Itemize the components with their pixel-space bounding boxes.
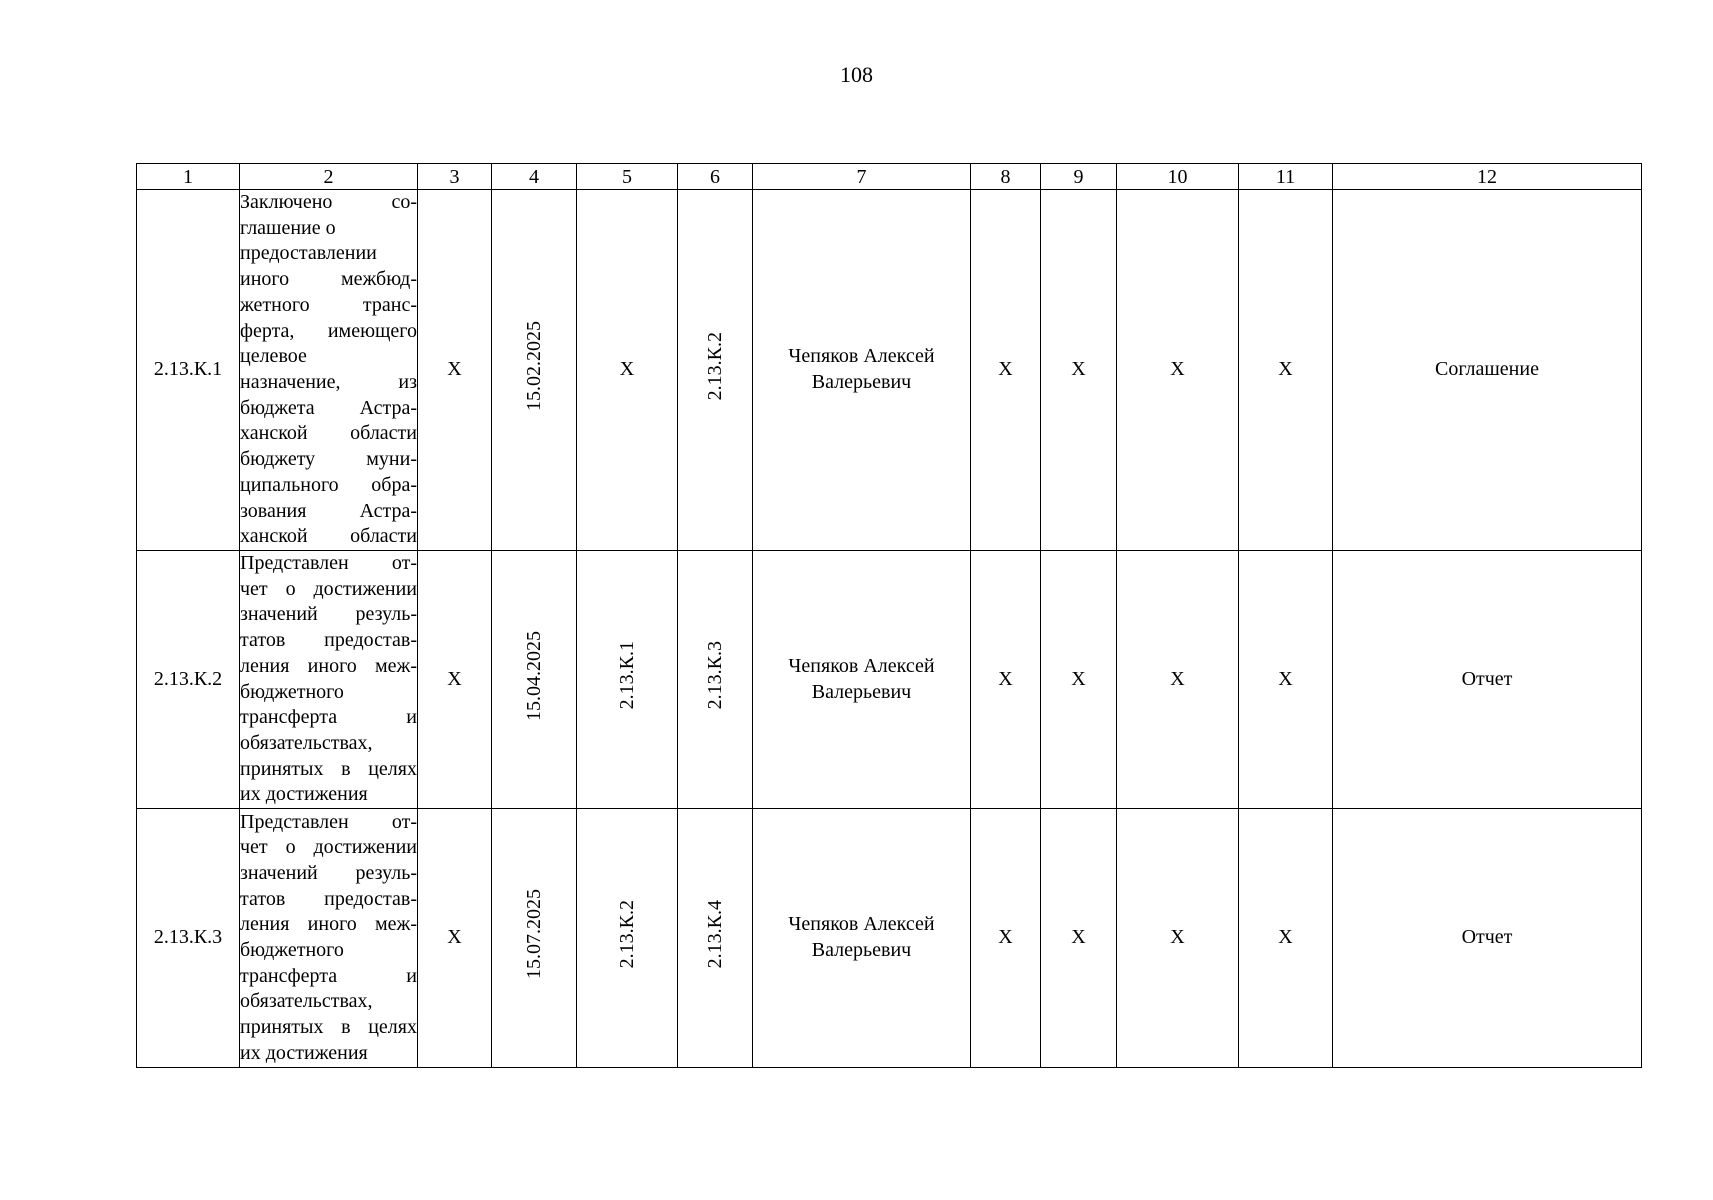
description-line: бюджета Астра-: [240, 396, 417, 419]
header-cell: 1: [137, 164, 240, 190]
description-line: ханской области: [240, 525, 417, 548]
page-number: 108: [840, 62, 873, 87]
description-line: татов предостав-: [240, 629, 417, 652]
row-col11: X: [1239, 809, 1333, 1068]
row-col3: X: [418, 190, 492, 551]
table-header-row: [137, 164, 1642, 190]
header-cell: 5: [577, 164, 678, 190]
row-description: [240, 551, 418, 809]
row-predecessor: 2.13.К.2: [616, 900, 638, 969]
row-predecessor: X: [577, 190, 678, 551]
row-successor-cell: [678, 190, 753, 551]
description-line: ферта, имеющего: [240, 319, 417, 342]
description-line: ления иного меж-: [240, 913, 417, 936]
description-line: чет о достижении: [240, 577, 417, 600]
header-cell: 6: [678, 164, 753, 190]
header-cell: 3: [418, 164, 492, 190]
row-responsible: Чепяков Алексей Валерьевич: [753, 551, 971, 809]
row-successor: 2.13.К.3: [704, 641, 726, 710]
description-line: принятых в целях: [240, 1016, 417, 1039]
row-date-cell: [492, 190, 577, 551]
row-col8: X: [971, 809, 1041, 1068]
description-line: Представлен от-: [240, 810, 417, 833]
row-date: 15.07.2025: [523, 889, 545, 980]
description-line: значений резуль-: [240, 603, 417, 626]
description-line: предоставлении: [240, 242, 377, 265]
row-col8: X: [971, 551, 1041, 809]
row-result: Отчет: [1333, 551, 1642, 809]
description-line: чет о достижении: [240, 836, 417, 859]
row-col9: X: [1041, 551, 1117, 809]
row-responsible: Чепяков Алексей Валерьевич: [753, 809, 971, 1068]
table-row: [137, 551, 1642, 809]
header-cell: 10: [1117, 164, 1239, 190]
row-date: 15.04.2025: [523, 630, 545, 721]
description-line: иного межбюд-: [240, 268, 417, 291]
row-result: Соглашение: [1333, 190, 1642, 551]
description-line: бюджету муни-: [240, 448, 417, 471]
description-line: ления иного меж-: [240, 654, 417, 677]
description-line: ципального обра-: [240, 473, 417, 496]
row-col3: X: [418, 809, 492, 1068]
description-line: Представлен от-: [240, 552, 417, 574]
description-line: принятых в целях: [240, 757, 417, 780]
row-predecessor: 2.13.К.1: [616, 641, 638, 710]
description-line: обязательствах,: [240, 990, 373, 1013]
description-line: обязательствах,: [240, 731, 373, 754]
row-col10: X: [1117, 190, 1239, 551]
row-responsible: Чепяков Алексей Валерьевич: [753, 190, 971, 551]
row-successor: 2.13.К.4: [704, 900, 726, 969]
description-line: их достижения: [240, 1041, 368, 1064]
row-col11: X: [1239, 551, 1333, 809]
row-col10: X: [1117, 809, 1239, 1068]
table-row: [137, 809, 1642, 1068]
row-result: Отчет: [1333, 809, 1642, 1068]
header-cell: 8: [971, 164, 1041, 190]
row-code: 2.13.К.1: [137, 190, 240, 551]
row-col8: X: [971, 190, 1041, 551]
description-line: их достижения: [240, 783, 368, 806]
row-col10: X: [1117, 551, 1239, 809]
description-line: Заключено со-: [240, 191, 417, 214]
row-date-cell: [492, 551, 577, 809]
row-successor-cell: [678, 809, 753, 1068]
description-line: назначение, из: [240, 371, 417, 393]
header-cell: 7: [753, 164, 971, 190]
row-description: [240, 809, 418, 1068]
description-line: ханской области: [240, 422, 417, 445]
row-successor: 2.13.К.2: [704, 331, 726, 401]
row-code: 2.13.К.3: [137, 809, 240, 1068]
header-cell: 9: [1041, 164, 1117, 190]
header-cell: 11: [1239, 164, 1333, 190]
header-cell: 2: [240, 164, 418, 190]
header-cell: 4: [492, 164, 577, 190]
description-line: значений резуль-: [240, 861, 417, 884]
row-predecessor-cell: [577, 809, 678, 1068]
row-code: 2.13.К.2: [137, 551, 240, 809]
row-successor-cell: [678, 551, 753, 809]
description-line: бюджетного: [240, 680, 344, 703]
description-line: трансферта и: [240, 964, 417, 987]
row-predecessor-cell: [577, 551, 678, 809]
row-col11: X: [1239, 190, 1333, 551]
row-date: 15.02.2025: [523, 321, 545, 412]
description-line: бюджетного: [240, 939, 344, 962]
description-line: жетного транс-: [240, 293, 417, 316]
row-col3: X: [418, 551, 492, 809]
description-line: татов предостав-: [240, 887, 417, 910]
description-line: глашение о: [240, 216, 336, 239]
control-points-table: [136, 163, 1642, 1068]
table-row: [137, 190, 1642, 551]
description-line: зования Астра-: [240, 499, 417, 522]
row-col9: X: [1041, 809, 1117, 1068]
header-cell: 12: [1333, 164, 1642, 190]
row-description: [240, 190, 418, 551]
row-col9: X: [1041, 190, 1117, 551]
row-date-cell: [492, 809, 577, 1068]
description-line: целевое: [240, 345, 307, 368]
description-line: трансферта и: [240, 706, 417, 729]
